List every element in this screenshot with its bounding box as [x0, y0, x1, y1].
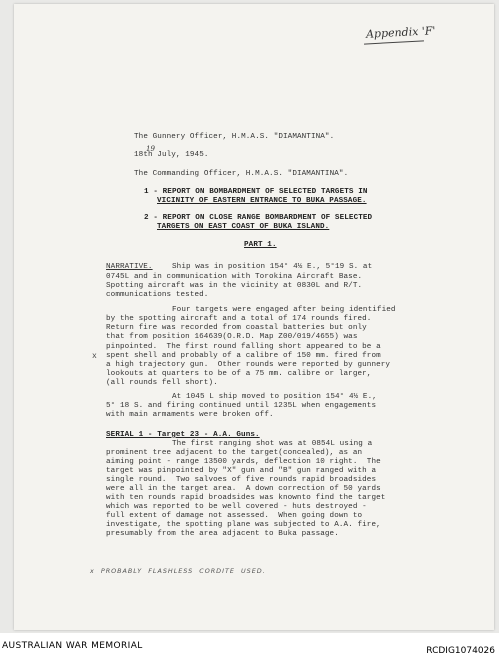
- serial-line: presumably from the area adjacent to Buka passage.: [106, 530, 339, 538]
- narrative-line: pinpointed. The first round falling short appeared to be a: [106, 343, 381, 351]
- handwritten-footnote: x PROBABLY FLASHLESS CORDITE USED.: [90, 567, 266, 575]
- narrative-line: Return fire was recorded from coastal batteries but only: [106, 324, 367, 332]
- subject-2-line-2: TARGETS ON EAST COAST OF BUKA ISLAND.: [157, 223, 330, 231]
- serial-line: target was pinpointed by "X" gun and "B" gun ranged with a: [106, 467, 377, 475]
- serial-heading: SERIAL 1 - Target 23 - A.A. Guns.: [106, 431, 260, 439]
- serial-line: The first ranging shot was at 0854L using a: [172, 440, 373, 448]
- narrative-line: with main armaments were broken off.: [106, 411, 274, 419]
- narrative-line: a high trajectory gun. Other rounds were reported by gunnery: [106, 361, 391, 369]
- to-line: The Commanding Officer, H.M.A.S. "DIAMANTINA".: [134, 170, 349, 178]
- narrative-heading: NARRATIVE.: [106, 263, 153, 271]
- subject-2-line-1: 2 - REPORT ON CLOSE RANGE BOMBARDMENT OF SELECTED: [144, 214, 373, 222]
- narrative-line: by the spotting aircraft and a total of 174 rounds fired.: [106, 315, 372, 323]
- narrative-line: that from position 164639(O.R.D. Map Z00/019/4655) was: [106, 333, 358, 341]
- subject-1-line-2: VICINITY OF EASTERN ENTRANCE TO BUKA PASSAGE.: [157, 197, 367, 205]
- narrative-line: communications tested.: [106, 291, 209, 299]
- part-heading: PART 1.: [244, 241, 277, 249]
- date-line: 18th July, 1945.: [134, 151, 209, 159]
- subject-1-line-1: 1 - REPORT ON BOMBARDMENT OF SELECTED TARGETS IN: [144, 188, 368, 196]
- margin-mark: x: [92, 352, 97, 361]
- serial-line: were all in the target area. A down correction of 50 yards: [106, 485, 381, 493]
- serial-line: which was reported to be well covered - huts destroyed -: [106, 503, 367, 511]
- serial-line: investigate, the spotting plane was subjected to A.A. fire,: [106, 521, 381, 529]
- date-correction: 19: [146, 145, 155, 153]
- appendix-annotation: Appendix 'F': [365, 24, 436, 41]
- narrative-line: lookouts at quarters to be of a 75 mm. calibre or larger,: [106, 370, 372, 378]
- narrative-line: 0745L and in communication with Torokina Aircraft Base.: [106, 273, 363, 281]
- narrative-line: spent shell and probably of a calibre of 150 mm. fired from: [106, 352, 381, 360]
- narrative-line: At 1045 L ship moved to position 154° 4½ E.,: [172, 393, 377, 401]
- institution-label: AUSTRALIAN WAR MEMORIAL: [2, 641, 143, 651]
- serial-line: prominent tree adjacent to the target(concealed), as an: [106, 449, 363, 457]
- serial-line: aiming point - range 13500 yards, deflection 10 right. The: [106, 458, 381, 466]
- from-line: The Gunnery Officer, H.M.A.S. "DIAMANTINA".: [134, 133, 335, 141]
- reference-code: RCDIG1074026: [426, 646, 495, 656]
- narrative-line: 5° 18 S. and firing continued until 1235L when engagements: [106, 402, 377, 410]
- narrative-line: Spotting aircraft was in the vicinity at 0830L and R/T.: [106, 282, 363, 290]
- narrative-line: Four targets were engaged after being identified: [172, 306, 396, 314]
- narrative-line: Ship was in position 154° 4½ E., 5°19 S. at: [172, 263, 373, 271]
- serial-line: full extent of damage not assessed. When going down to: [106, 512, 363, 520]
- serial-line: single round. Two salvoes of five rounds rapid broadsides: [106, 476, 377, 484]
- serial-line: with ten rounds rapid broadsides was knownto find the target: [106, 494, 386, 502]
- narrative-line: (all rounds fell short).: [106, 379, 218, 387]
